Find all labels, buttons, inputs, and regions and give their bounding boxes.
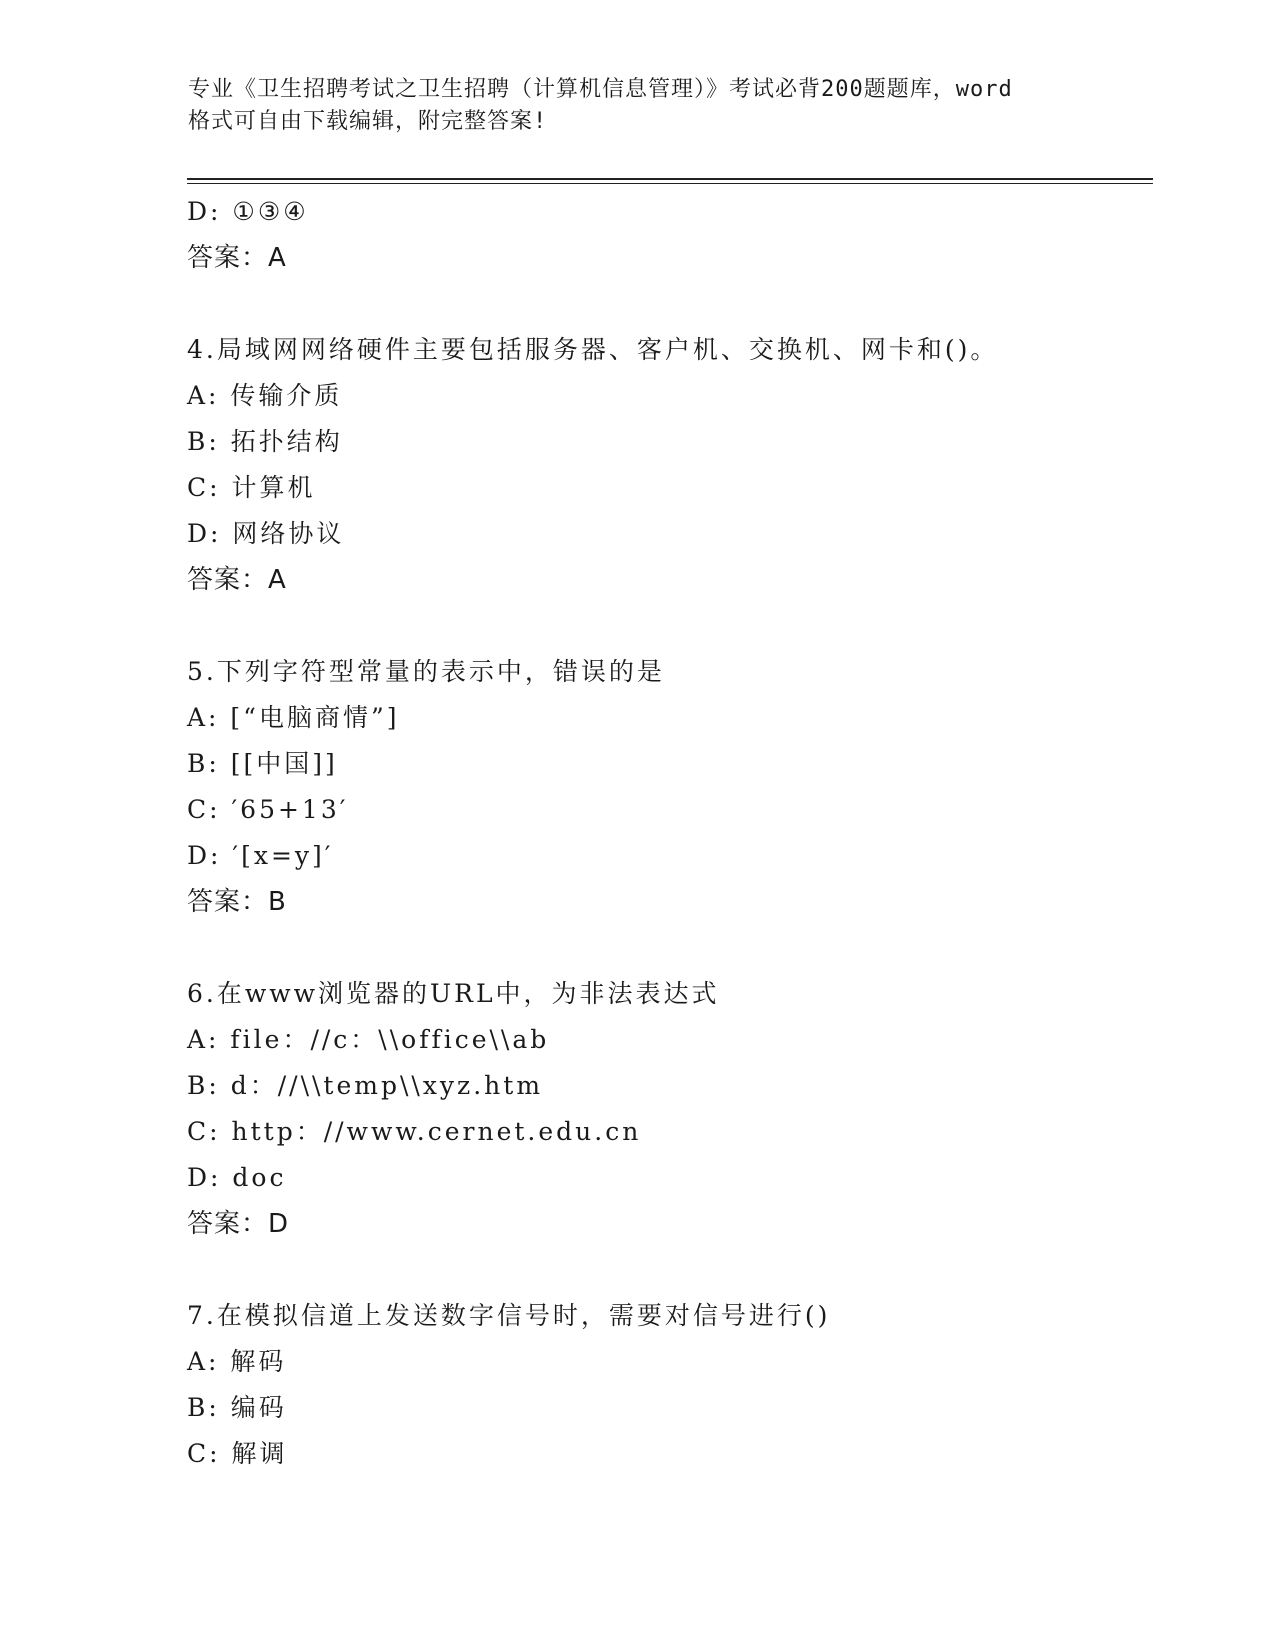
question-list bbox=[187, 189, 1147, 1477]
option-d: D: 网络协议 bbox=[187, 519, 345, 548]
question-block bbox=[187, 1293, 1147, 1477]
spacer bbox=[187, 925, 1147, 971]
option-b: B: d：//\\temp\\xyz.htm bbox=[187, 1071, 544, 1100]
option-b: B: 拓扑结构 bbox=[187, 427, 343, 456]
option-c: C: 计算机 bbox=[187, 473, 316, 502]
spacer bbox=[187, 1247, 1147, 1293]
option-d: D: doc bbox=[187, 1163, 287, 1192]
option-d: D: ①③④ bbox=[187, 197, 309, 226]
header-title-line-2: 格式可自由下载编辑，附完整答案! bbox=[188, 109, 548, 134]
question-stem: 6.在www浏览器的URL中，为非法表达式 bbox=[187, 979, 720, 1008]
answer-line: 答案：A bbox=[187, 243, 287, 273]
spacer bbox=[187, 603, 1147, 649]
option-c: C: http：//www.cernet.edu.cn bbox=[187, 1117, 642, 1146]
page-header bbox=[188, 74, 1108, 138]
question-stem: 4.局域网网络硬件主要包括服务器、客户机、交换机、网卡和()。 bbox=[187, 335, 999, 364]
header-divider-thin bbox=[187, 183, 1153, 184]
option-a: A: file：//c：\\office\\ab bbox=[187, 1025, 550, 1054]
header-divider-thick bbox=[187, 178, 1153, 180]
option-c: C: 解调 bbox=[187, 1439, 288, 1468]
question-block bbox=[187, 649, 1147, 925]
spacer bbox=[187, 281, 1147, 327]
option-d: D: ′[x=y]′ bbox=[187, 841, 334, 870]
question-block bbox=[187, 971, 1147, 1247]
question-stem: 5.下列字符型常量的表示中，错误的是 bbox=[187, 657, 665, 686]
answer-line: 答案：A bbox=[187, 565, 287, 595]
question-block bbox=[187, 327, 1147, 603]
option-b: B: 编码 bbox=[187, 1393, 287, 1422]
option-a: A: 传输介质 bbox=[187, 381, 343, 410]
question-stem: 7.在模拟信道上发送数字信号时，需要对信号进行() bbox=[187, 1301, 831, 1330]
option-b: B: [[中国]] bbox=[187, 749, 338, 778]
header-title-line-1: 专业《卫生招聘考试之卫生招聘（计算机信息管理）》考试必背200题题库，word bbox=[188, 77, 1013, 102]
option-c: C: ′65+13′ bbox=[187, 795, 349, 824]
answer-line: 答案：B bbox=[187, 887, 287, 917]
answer-line: 答案：D bbox=[187, 1209, 290, 1239]
option-a: A: [“电脑商情”] bbox=[187, 703, 400, 732]
option-a: A: 解码 bbox=[187, 1347, 287, 1376]
